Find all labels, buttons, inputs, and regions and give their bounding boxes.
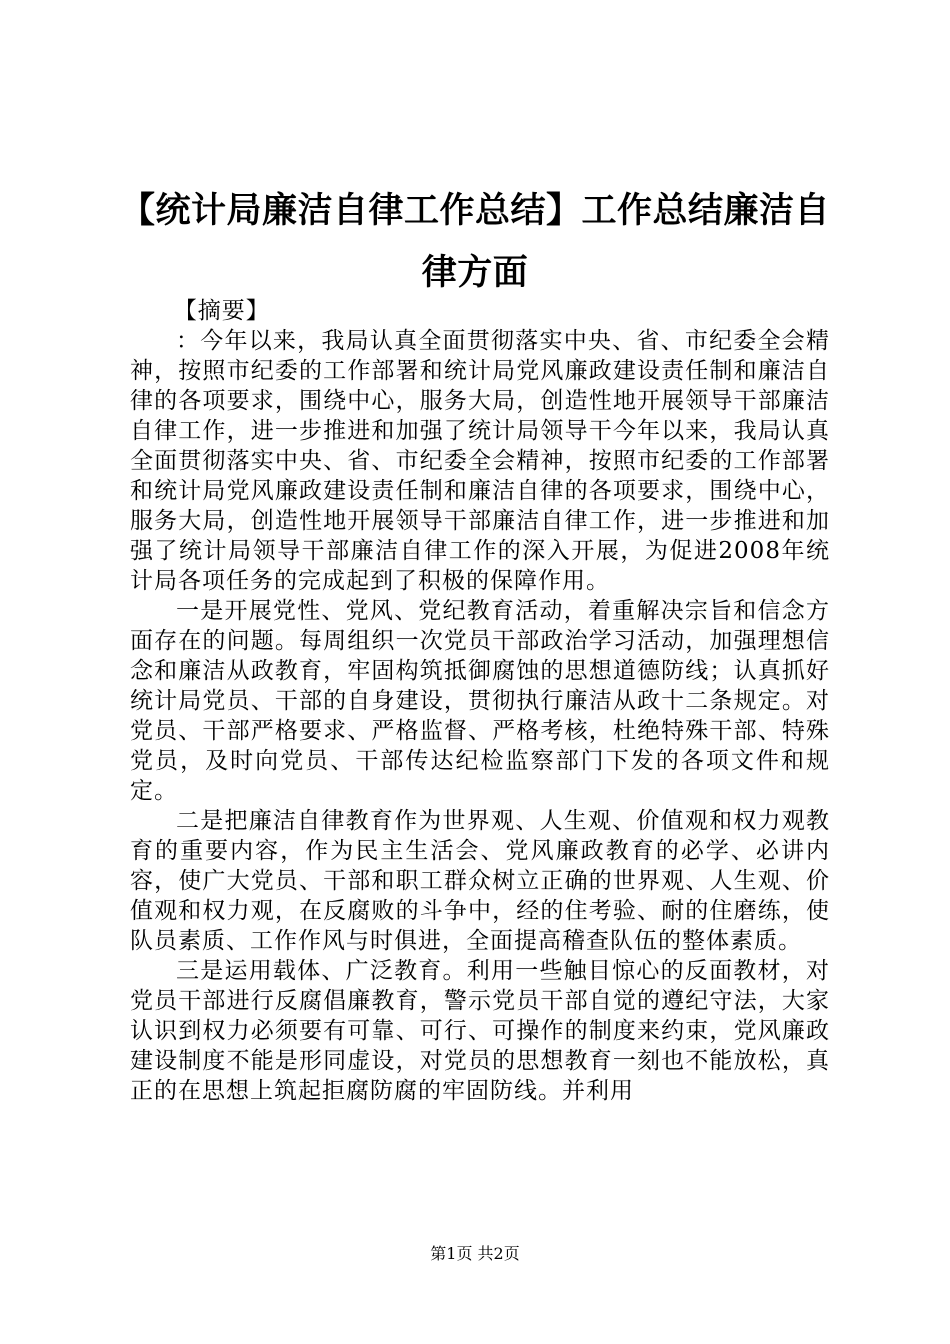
document-title: 【统计局廉洁自律工作总结】工作总结廉洁自律方面 (119, 190, 830, 293)
abstract-label: 【摘要】 (173, 298, 270, 324)
page-footer: 第1页 共2页 (430, 1244, 520, 1263)
paragraph-three: 三是运用载体、广泛教育。利用一些触目惊心的反面教材，对党员干部进行反腐倡廉教育，警示党员干部自觉的遵纪守法，大家认识到权力必须要有可靠、可行、可操作的制度来约束，党风廉政建设制度不能是形同虚设，对党员的思想教育一刻也不能放松，真正的在思想上筑起拒腐防腐的牢固防线。并利用 (130, 958, 830, 1104)
paragraph-one: 一是开展党性、党风、党纪教育活动，着重解决宗旨和信念方面存在的问题。每周组织一次党员干部政治学习活动，加强理想信念和廉洁从政教育，牢固构筑抵御腐蚀的思想道德防线；认真抓好统计局党员、干部的自身建设，贯彻执行廉洁从政十二条规定。对党员、干部严格要求、严格监督、严格考核，杜绝特殊干部、特殊党员，及时向党员、干部传达纪检监察部门下发的各项文件和规定。 (130, 598, 830, 804)
document-body (130, 296, 830, 1106)
paragraph-abstract: ：今年以来，我局认真全面贯彻落实中央、省、市纪委全会精神，按照市纪委的工作部署和统计局党风廉政建设责任制和廉洁自律的各项要求，围绕中心，服务大局，创造性地开展领导干部廉洁自律工作，进一步推进和加强了统计局领导干今年以来，我局认真全面贯彻落实中央、省、市纪委全会精神，按照市纪委的工作部署和统计局党风廉政建设责任制和廉洁自律的各项要求，围绕中心，服务大局，创造性地开展领导干部廉洁自律工作，进一步推进和加强了统计局领导干部廉洁自律工作的深入开展，为促进2008年统计局各项任务的完成起到了积极的保障作用。 (130, 328, 830, 594)
paragraph-two: 二是把廉洁自律教育作为世界观、人生观、价值观和权力观教育的重要内容，作为民主生活会、党风廉政教育的必学、必讲内容，使广大党员、干部和职工群众树立正确的世界观、人生观、价值观和权力观，在反腐败的斗争中，经的住考验、耐的住磨练，使队员素质、工作作风与时俱进，全面提高稽查队伍的整体素质。 (130, 808, 830, 954)
